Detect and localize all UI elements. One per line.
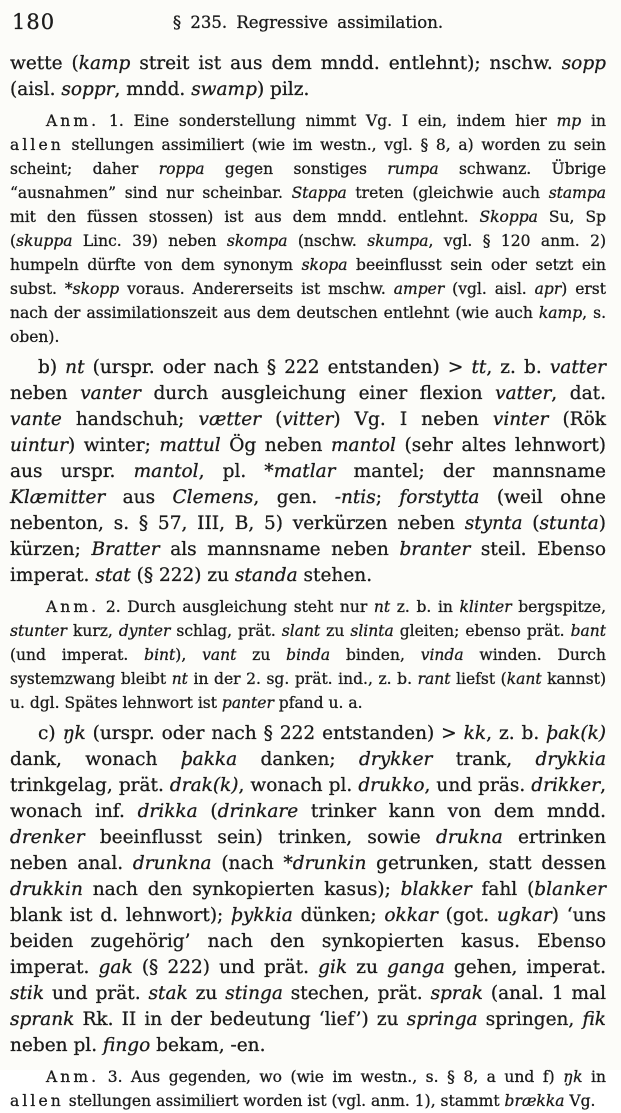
italic-term: kamp (78, 53, 131, 74)
text-run: ) erst nach der assimilationszeit aus dem deutschen entlehnt (wie auch (10, 280, 606, 322)
page-number: 180 (12, 10, 56, 34)
text-run: (anal. 1 mal (482, 983, 606, 1004)
italic-term: drunkna (132, 853, 212, 874)
text-run: (und imperat. (10, 646, 145, 664)
text-run: wette ( (10, 53, 79, 74)
text-run: ), (175, 646, 203, 664)
italic-term: kamp (538, 304, 583, 322)
italic-term: kk (463, 723, 487, 744)
spaced-text: allen (10, 1092, 64, 1110)
text-run: getrunken, statt dessen (366, 853, 606, 874)
italic-term: matlar (273, 461, 336, 482)
italic-term: stinga (225, 983, 283, 1004)
text-run: gleiten; ebenso prät. (393, 622, 571, 640)
italic-term: mp (556, 112, 582, 130)
text-run: ertrinken neben anal. (10, 827, 606, 874)
text-run: Vg. (564, 1092, 596, 1110)
italic-term: vætter (198, 409, 262, 430)
text-run: ) ‘uns beiden zugehörig’ nach den synkopierten kasus. Ebenso imperat. (10, 905, 606, 978)
text-run: , z. b. (486, 723, 547, 744)
italic-term: stik (10, 983, 45, 1004)
spaced-text: allen (10, 136, 64, 154)
text-run: schlag, prät. (170, 622, 282, 640)
italic-term: rumpa (387, 160, 439, 178)
text-run: ) Vg. I neben (333, 409, 493, 430)
italic-term: stak (148, 983, 188, 1004)
text-run: z. b. in (390, 598, 460, 616)
paragraph-anm-3 (10, 1065, 606, 1113)
text-run: beeinflusst sein) trinken, sowie (84, 827, 436, 848)
text-run: neben (10, 383, 81, 404)
italic-term: drukna (436, 827, 503, 848)
italic-term: uintur (10, 435, 68, 456)
spaced-text: Anm. (46, 112, 100, 130)
text-run: aus (105, 487, 173, 508)
italic-term: stunter (10, 622, 67, 640)
text-run: als mannsname neben (159, 539, 400, 560)
text-run: 2. Durch ausgleichung steht nur (99, 598, 374, 616)
text-run: voraus. Andererseits ist mschw. (119, 280, 394, 298)
text-run: , wonach pl. (238, 775, 359, 796)
text-run: (weil ohne nebenton, s. § 57, III, B, 5) verkürzen neben (10, 487, 607, 534)
text-run: zu (187, 983, 226, 1004)
italic-term: fik (582, 1009, 607, 1030)
italic-term: skumpa (367, 232, 429, 250)
italic-term: skompa (226, 232, 288, 250)
text-run: ( (261, 409, 283, 430)
text-run: gehen, imperat. (444, 957, 606, 978)
text-run: zu (320, 622, 351, 640)
text-run: zu (236, 646, 287, 664)
italic-term: ŋk (62, 723, 86, 744)
italic-term: þykkia (231, 905, 293, 926)
text-run: stehen. (297, 565, 373, 586)
text-run: (nschw. (287, 232, 368, 250)
italic-term: okkar (384, 905, 438, 926)
italic-term: tt (471, 357, 487, 378)
italic-term: blakker (400, 879, 472, 900)
text-run: danken; (237, 749, 360, 770)
text-run: ( (197, 801, 218, 822)
italic-term: skopp (72, 280, 120, 298)
text-run: stechen, prät. (282, 983, 431, 1004)
text-run: , gen. (253, 487, 335, 508)
text-run: pfand u. a. (273, 694, 363, 712)
text-run: , vgl. § 120 anm. 2) humpeln dürfte von dem synonym (10, 232, 606, 274)
italic-term: drinkare (217, 801, 299, 822)
text-run: ) pilz. (256, 79, 310, 100)
text-run: winden. Durch systemzwang bleibt (10, 646, 606, 688)
text-run: kannst) u. dgl. Spätes lehnwort ist (10, 670, 606, 712)
text-run: , s. oben). (10, 304, 606, 346)
spaced-text: Anm. (46, 1068, 100, 1086)
text-run: zu (347, 957, 388, 978)
paragraph-section-c (10, 721, 606, 1059)
italic-term: branter (399, 539, 471, 560)
text-run: neben pl. (10, 1035, 103, 1056)
italic-term: vinda (420, 646, 464, 664)
text-run: handschuh; (61, 409, 199, 430)
italic-term: vatter (549, 357, 606, 378)
italic-term: þakka (180, 749, 238, 770)
text-run: in (582, 1068, 606, 1086)
running-title: § 235. Regressive assimilation. (172, 13, 444, 32)
italic-term: slant (281, 622, 321, 640)
italic-term: Bratter (91, 539, 160, 560)
text-run: Rk. II in der bedeutung ‘lief’) zu (74, 1009, 407, 1030)
italic-term: rant (417, 670, 451, 688)
text-run: (nach * (211, 853, 293, 874)
text-run: , und präs. (424, 775, 532, 796)
italic-term: drukko (358, 775, 425, 796)
italic-term: kant (506, 670, 542, 688)
italic-term: drikker (531, 775, 601, 796)
italic-term: skuppa (16, 232, 73, 250)
text-run: ; (375, 487, 400, 508)
text-run: (aisl. (10, 79, 62, 100)
text-run: stellungen assimiliert (wie im westn., vgl. § 8, a) worden zu sein scheint; daher (10, 136, 606, 178)
text-run: (got. (437, 905, 497, 926)
text-block (10, 51, 606, 1113)
text-run: und prät. (44, 983, 149, 1004)
italic-term: vitter (282, 409, 334, 430)
text-run: durch ausgleichung einer flexion (140, 383, 496, 404)
paragraph-section-b (10, 355, 606, 589)
text-run: trinker kann von dem mndd. (298, 801, 606, 822)
italic-term: Klæmitter (10, 487, 106, 508)
italic-term: mantol (330, 435, 396, 456)
text-run: beeinflusst sein oder setzt ein subst. * (10, 256, 606, 298)
italic-term: sopp (561, 53, 607, 74)
text-run: dank, wonach (10, 749, 181, 770)
text-run: (§ 222) zu (130, 565, 235, 586)
italic-term: fingo (102, 1035, 151, 1056)
italic-term: drukkin (10, 879, 83, 900)
text-run: (urspr. oder nach § 222 entstanden) > (84, 357, 472, 378)
text-run: treten (gleichwie auch (346, 184, 549, 202)
text-run: bergspitze, (511, 598, 607, 616)
italic-term: nt (373, 598, 391, 616)
italic-term: drenker (10, 827, 85, 848)
italic-term: panter (221, 694, 274, 712)
text-run: fahl ( (471, 879, 535, 900)
text-run: Ög neben (220, 435, 331, 456)
italic-term: blanker (534, 879, 607, 900)
text-run: trank, (432, 749, 536, 770)
italic-term: nt (171, 670, 188, 688)
text-run: (Rök (548, 409, 606, 430)
italic-term: vante (10, 409, 62, 430)
text-run: , dat. (551, 383, 606, 404)
italic-term: stat (95, 565, 131, 586)
italic-term: sprank (10, 1009, 75, 1030)
italic-term: binda (286, 646, 331, 664)
italic-term: Clemens (172, 487, 254, 508)
text-run: , z. b. (486, 357, 550, 378)
italic-term: mattul (159, 435, 221, 456)
text-run: c) (38, 723, 63, 744)
text-run: Su, Sp ( (10, 208, 606, 250)
italic-term: þak(k) (546, 723, 606, 744)
italic-term: springa (406, 1009, 478, 1030)
italic-term: drak(k) (169, 775, 239, 796)
italic-term: brækka (504, 1092, 565, 1110)
italic-term: drykkia (535, 749, 607, 770)
text-run: nach den synkopierten kasus); (82, 879, 401, 900)
italic-term: dynter (118, 622, 171, 640)
italic-term: swamp (191, 79, 257, 100)
text-run: , pl. * (198, 461, 274, 482)
italic-term: Stappa (291, 184, 347, 202)
text-run: (vgl. aisl. (444, 280, 535, 298)
text-run: springen, (477, 1009, 583, 1030)
italic-term: mantol (133, 461, 199, 482)
italic-term: nt (65, 357, 85, 378)
text-run: mantel; der mannsname (335, 461, 606, 482)
italic-term: forstytta (399, 487, 480, 508)
text-run: streit ist aus dem mndd. entlehnt); nschw. (130, 53, 562, 74)
italic-term: apr (534, 280, 562, 298)
text-run: Linc. 39) neben (72, 232, 227, 250)
italic-term: vanter (80, 383, 141, 404)
text-run: blank ist d. lehnwort); (10, 905, 232, 926)
text-run: ( (522, 513, 540, 534)
italic-term: ganga (387, 957, 445, 978)
paragraph-anm-1 (10, 109, 606, 349)
italic-term: soppr (61, 79, 115, 100)
italic-term: gak (98, 957, 133, 978)
italic-term: standa (234, 565, 298, 586)
italic-term: slinta (350, 622, 394, 640)
italic-term: vant (202, 646, 237, 664)
text-run: stellungen assimiliert worden ist (vgl. anm. 1), stammt (63, 1092, 505, 1110)
text-run: schwanz. Übrige “ausnahmen” sind nur scheinbar. (10, 160, 606, 202)
text-run: trinkgelag, prät. (10, 775, 170, 796)
italic-term: drunkin (292, 853, 367, 874)
italic-term: amper (393, 280, 445, 298)
italic-term: vatter (495, 383, 552, 404)
page-header (10, 10, 606, 40)
text-run: (urspr. oder nach § 222 entstanden) > (85, 723, 464, 744)
italic-term: drikka (137, 801, 198, 822)
text-run: b) (38, 357, 66, 378)
text-run: ) winter; (67, 435, 160, 456)
italic-term: skopa (301, 256, 348, 274)
italic-term: Skoppa (479, 208, 538, 226)
text-run: liefst ( (450, 670, 507, 688)
text-run: (§ 222) und prät. (132, 957, 319, 978)
text-run: binden, (330, 646, 421, 664)
text-run: dünken; (292, 905, 385, 926)
italic-term: ŋk (563, 1068, 583, 1086)
text-run: kurz, (66, 622, 119, 640)
text-run: bekam, -en. (150, 1035, 266, 1056)
text-run: in (581, 112, 606, 130)
italic-term: drykker (359, 749, 433, 770)
paragraph-intro-continuation (10, 51, 606, 103)
italic-term: stampa (548, 184, 606, 202)
text-run: , mndd. (114, 79, 192, 100)
italic-term: -ntis (334, 487, 376, 508)
text-run: steil. Ebenso imperat. (10, 539, 606, 586)
text-run: mit den füssen stossen) ist aus dem mndd. entlehnt. (10, 208, 480, 226)
italic-term: gik (318, 957, 348, 978)
text-run: 3. Aus gegenden, wo (wie im westn., s. § 8, a und f) (99, 1068, 564, 1086)
text-run: 1. Eine sonderstellung nimmt Vg. I ein, indem hier (99, 112, 557, 130)
italic-term: sprak (430, 983, 483, 1004)
italic-term: bant (570, 622, 606, 640)
text-run: gegen sonstiges (204, 160, 388, 178)
text-run: , wonach inf. (10, 775, 606, 822)
spaced-text: Anm. (46, 598, 100, 616)
italic-term: bint (144, 646, 176, 664)
text-run: (sehr altes lehnwort) aus urspr. (10, 435, 606, 482)
italic-term: vinter (492, 409, 549, 430)
text-run: in der 2. sg. prät. ind., z. b. (187, 670, 418, 688)
italic-term: stunta (539, 513, 599, 534)
paragraph-anm-2 (10, 595, 606, 715)
italic-term: klinter (459, 598, 512, 616)
text-run: ) kürzen; (10, 513, 606, 560)
italic-term: ugkar (496, 905, 552, 926)
italic-term: stynta (464, 513, 523, 534)
italic-term: roppa (158, 160, 205, 178)
